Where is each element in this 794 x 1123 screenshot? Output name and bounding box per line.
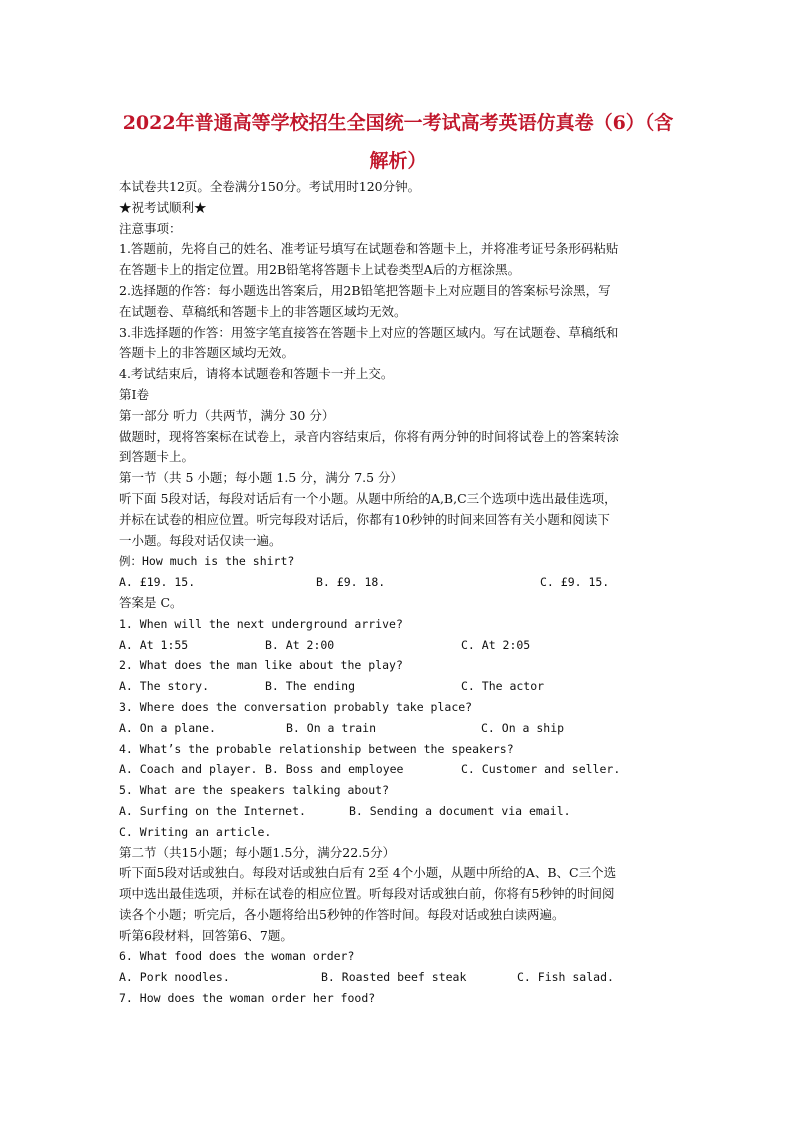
option-a: A. £19. 15. [119,575,196,590]
section2-line: 听第6段材料，回答第6、7题。 [119,927,293,943]
option-b: B. The ending [265,679,356,694]
question-6-options [119,967,679,988]
intro-line: 并标在试卷的相应位置。听完每段对话后，你都有10秒钟的时间来回答有关小题和阅读下 [119,511,610,527]
question-1: 1. When will the next underground arrive? [119,616,403,631]
option-b: B. Boss and employee [265,762,404,777]
question-5-options [119,801,679,822]
option-a: A. The story. [119,679,210,694]
intro-line: 3.非选择题的作答：用签字笔直接答在答题卡上对应的答题区域内。写在试题卷、草稿纸和 [119,324,619,340]
intro-line: 听下面 5段对话，每段对话后有一个小题。从题中所给的A,B,C三个选项中选出最佳选项， [119,490,617,506]
section2-line: 第二节（共15小题；每小题1.5分，满分22.5分） [119,844,396,860]
section2-line: 项中选出最佳选项，并标在试卷的相应位置。听每段对话或独白前，你将有5秒钟的时间阅 [119,886,615,902]
question-4: 4. What’s the probable relationship between the speakers? [119,741,514,756]
intro-line: 2.选择题的作答：每小题选出答案后，用2B铅笔把答题卡上对应题目的答案标号涂黑，写 [119,282,611,298]
option-a: A. Coach and player. [119,762,258,777]
example-answer: 答案是 C。 [119,594,183,610]
option-a: A. Pork noodles. [119,970,230,985]
section2-line: 听下面5段对话或独白。每段对话或独白后有 2至 4个小题，从题中所给的A、B、C三个选 [119,865,617,881]
question-7: 7. How does the woman order her food? [119,991,376,1006]
option-a: A. Surfing on the Internet. [119,803,306,818]
option-c: C. Fish salad. [517,970,614,985]
option-b: B. Sending a document via email. [349,803,571,818]
intro-line: 在答题卡上的指定位置。用2B铅笔将答题卡上试卷类型A后的方框涂黑。 [119,262,521,278]
intro-line: 第Ⅰ卷 [119,386,149,402]
question-5: 5. What are the speakers talking about? [119,783,390,798]
intro-line: 1.答题前，先将自己的姓名、准考证号填写在试题卷和答题卡上，并将准考证号条形码粘贴 [119,241,619,257]
option-b: B. £9. 18. [316,575,386,590]
intro-line: 4.考试结束后，请将本试题卷和答题卡一并上交。 [119,366,394,382]
option-b: B. On a train [286,720,377,735]
intro-line: 在试题卷、草稿纸和答题卡上的非答题区域均无效。 [119,303,407,319]
question-2: 2. What does the man like about the play? [119,658,403,673]
option-c: C. £9. 15. [540,575,610,590]
question-2-options [119,676,679,697]
intro-line: 到答题卡上。 [119,449,195,465]
intro-line: 做题时，现将答案标在试卷上，录音内容结束后，你将有两分钟的时间将试卷上的答案转涂 [119,428,620,444]
option-c: C. On a ship [481,720,565,735]
question-1-options [119,635,679,656]
exam-body [119,177,679,1009]
option-b: B. At 2:00 [265,637,335,652]
intro-line: 本试卷共12页。全卷满分150分。考试用时120分钟。 [119,179,421,194]
intro-line: 一小题。每段对话仅读一遍。 [119,532,282,548]
option-a: A. At 1:55 [119,637,189,652]
question-3-options [119,718,679,739]
option-c: C. At 2:05 [461,637,531,652]
question-3: 3. Where does the conversation probably take place? [119,699,473,714]
option-b: B. Roasted beef steak [321,970,467,985]
intro-line: 注意事项： [119,220,182,236]
option-c: C. The actor [461,679,545,694]
section2-line: 读各个小题；听完后，各小题将给出5秒钟的作答时间。每段对话或独白读两遍。 [119,906,565,922]
page-title: 2022年普通高等学校招生全国统一考试高考英语仿真卷（6）（含解析） [122,112,674,172]
intro-line: 答题卡上的非答题区域均无效。 [119,345,295,361]
example-question: 例：How much is the shirt? [119,554,295,569]
intro-line: 第一节（共 5 小题；每小题 1.5 分，满分 7.5 分） [119,470,404,486]
intro-line: 第一部分 听力（共两节，满分 30 分） [119,407,335,423]
intro-line: ★祝考试顺利★ [119,199,207,215]
option-c: C. Customer and seller. [461,762,621,777]
option-a: A. On a plane. [119,720,216,735]
question-6: 6. What food does the woman order? [119,949,355,964]
question-4-options [119,759,679,780]
option-c: C. Writing an article. [119,824,272,839]
example-options [119,572,679,593]
